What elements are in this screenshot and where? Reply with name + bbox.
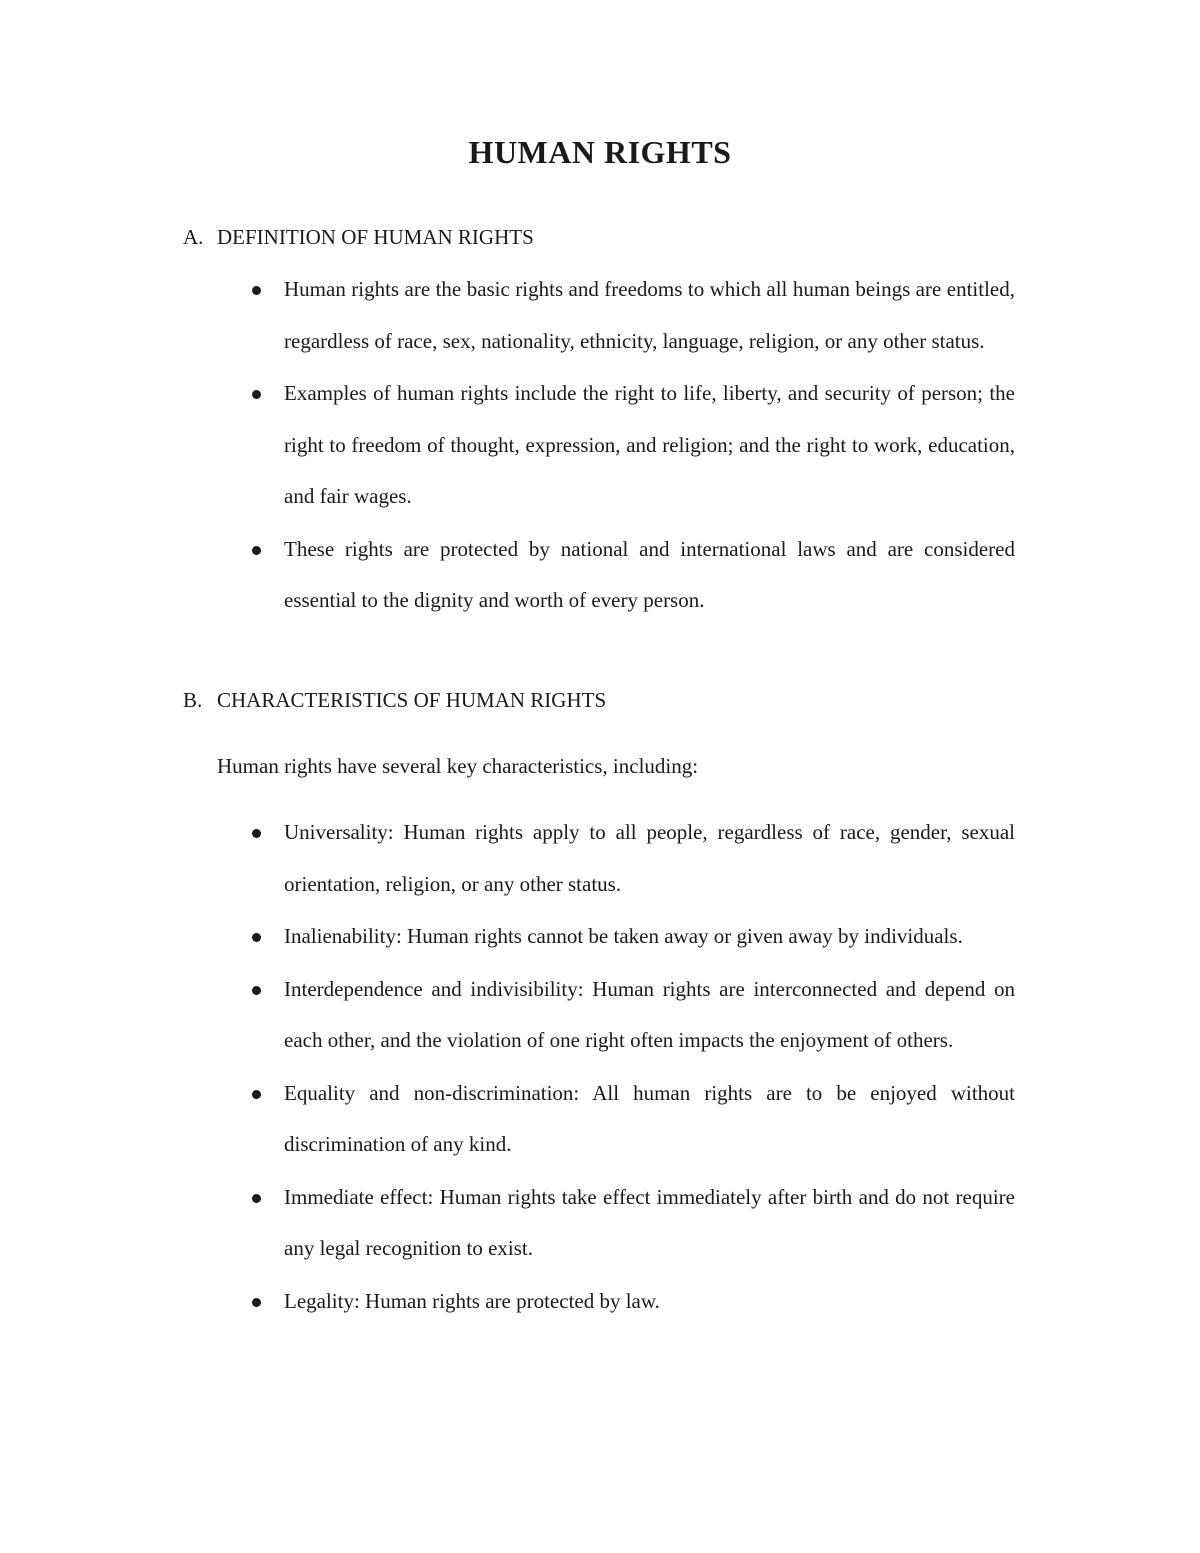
section-b-intro: Human rights have several key characteristics, including: bbox=[217, 754, 699, 778]
bullet-dot-icon bbox=[252, 829, 261, 838]
bullet-text: These rights are protected by national and international laws and are considered essential to the dignity and worth of every person. bbox=[284, 536, 1015, 612]
bullet-text: Universality: Human rights apply to all people, regardless of race, gender, sexual orientation, religion, or any other status. bbox=[284, 820, 1015, 896]
list-item bbox=[250, 368, 1015, 523]
section-a-marker: A. bbox=[183, 225, 204, 249]
list-item bbox=[250, 1068, 1015, 1171]
section-b-title: CHARACTERISTICS OF HUMAN RIGHTS bbox=[217, 688, 607, 712]
document-title: HUMAN RIGHTS bbox=[468, 134, 732, 170]
bullet-dot-icon bbox=[252, 933, 261, 942]
bullet-dot-icon bbox=[252, 546, 261, 555]
bullet-dot-icon bbox=[252, 1298, 261, 1307]
bullet-text: Immediate effect: Human rights take effect immediately after birth and do not require any legal recognition to exist. bbox=[284, 1184, 1015, 1260]
list-item bbox=[250, 964, 1015, 1067]
list-item bbox=[250, 1276, 1015, 1328]
bullet-dot-icon bbox=[252, 986, 261, 995]
bullet-text: Examples of human rights include the right to life, liberty, and security of person; the right to freedom of thought, expression, and religion; and the right to work, education, and fair wages. bbox=[284, 381, 1015, 508]
list-item bbox=[250, 1172, 1015, 1275]
section-a-bullet-list bbox=[250, 264, 1015, 628]
section-b-heading bbox=[183, 688, 606, 713]
section-b-bullet-list bbox=[250, 807, 1015, 1328]
section-a-heading bbox=[183, 225, 534, 250]
bullet-text: Human rights are the basic rights and freedoms to which all human beings are entitled, regardless of race, sex, nationality, ethnicity, language, religion, or any other status. bbox=[284, 277, 1015, 353]
bullet-dot-icon bbox=[252, 1194, 261, 1203]
bullet-text: Inalienability: Human rights cannot be taken away or given away by individuals. bbox=[284, 924, 963, 948]
section-a-title: DEFINITION OF HUMAN RIGHTS bbox=[217, 225, 534, 249]
section-b-marker: B. bbox=[183, 688, 203, 712]
bullet-text: Interdependence and indivisibility: Human rights are interconnected and depend on each other, and the violation of one right often impacts the enjoyment of others. bbox=[284, 976, 1015, 1052]
bullet-text: Legality: Human rights are protected by law. bbox=[284, 1288, 660, 1313]
list-item bbox=[250, 911, 1015, 963]
bullet-dot-icon bbox=[252, 390, 261, 399]
bullet-text: Equality and non-discrimination: All human rights are to be enjoyed without discrimination of any kind. bbox=[284, 1080, 1015, 1156]
bullet-dot-icon bbox=[252, 1090, 261, 1099]
list-item bbox=[250, 807, 1015, 910]
list-item bbox=[250, 524, 1015, 627]
list-item bbox=[250, 264, 1015, 367]
bullet-dot-icon bbox=[252, 286, 261, 295]
